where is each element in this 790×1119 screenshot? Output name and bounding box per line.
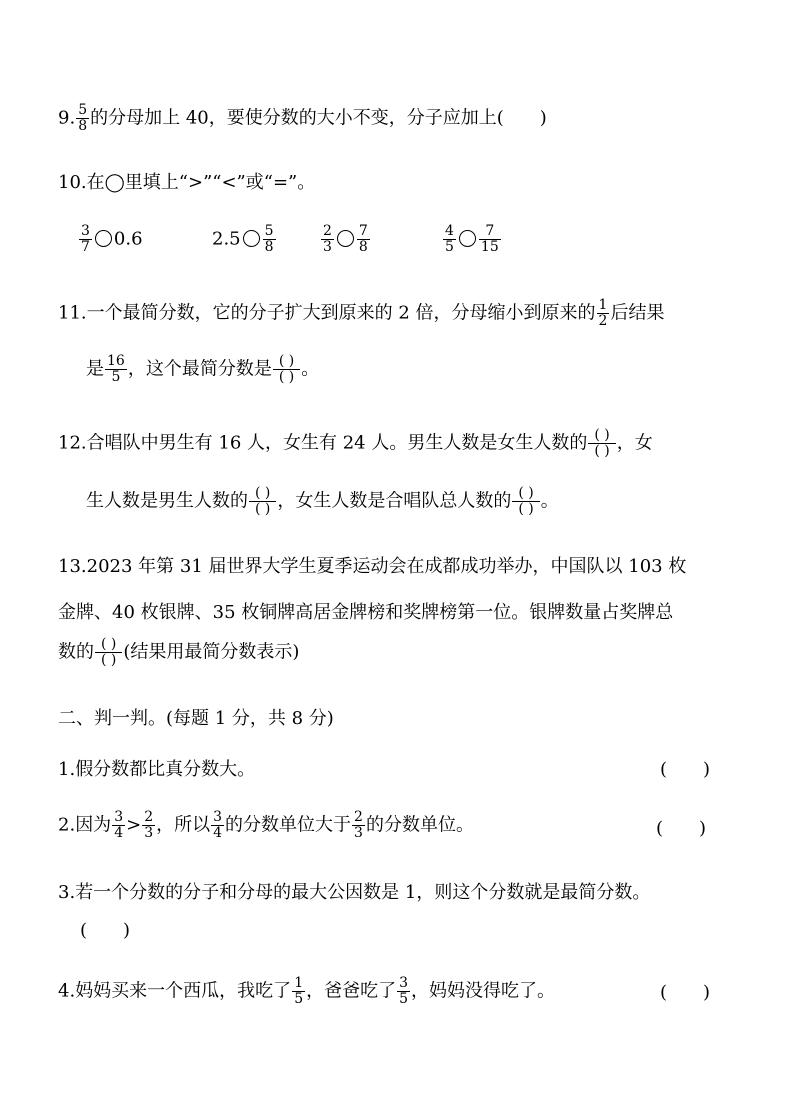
- question-text: ，爸爸吃了: [306, 980, 397, 1002]
- question-number: 1.: [58, 759, 76, 780]
- question-12-line-1: [58, 428, 653, 459]
- compare-item-4: [442, 224, 502, 255]
- question-11-line-1: [58, 298, 664, 329]
- question-text: 在◯里填上“>”“<”或“=”。: [86, 172, 316, 193]
- question-number: 13.: [58, 556, 87, 577]
- question-13-line-2: [58, 598, 673, 624]
- answer-circle[interactable]: [459, 230, 476, 247]
- question-text: 一个最简分数，它的分子扩大到原来的 2 倍，分母缩小到原来的: [86, 302, 596, 324]
- question-number: 9.: [58, 107, 76, 129]
- question-text: ，这个最简分数是: [127, 358, 272, 380]
- fraction-7-8: $\frac{7}{8}$: [358, 223, 368, 255]
- question-text: 因为: [75, 814, 112, 836]
- question-text: 2023 年第 31 届世界大学生夏季运动会在成都成功举办，中国队以 103 枚: [86, 556, 687, 577]
- answer-parentheses[interactable]: ( ): [656, 818, 707, 839]
- question-text: ，妈妈没得吃了。: [411, 980, 556, 1002]
- question-number: 3.: [58, 882, 76, 903]
- question-11-line-2: [86, 354, 319, 385]
- fraction-2-3: $\frac{2}{3}$: [144, 809, 154, 841]
- fraction-7-15: $\frac{7}{15}$: [480, 223, 499, 255]
- question-9: [58, 103, 547, 134]
- fraction-1-2: $\frac{1}{2}$: [598, 297, 608, 329]
- fraction-2-3: $\frac{2}{3}$: [354, 809, 363, 841]
- answer-circle[interactable]: [95, 230, 112, 247]
- fraction-5-8: $\frac{5}{8}$: [264, 223, 274, 255]
- answer-fraction-blank[interactable]: $\frac{( )}{( )}$: [588, 428, 615, 459]
- question-text: 假分数都比真分数大。: [75, 759, 256, 780]
- question-text: 的分数单位。: [365, 814, 474, 836]
- question-text: 合唱队中男生有 16 人，女生有 24 人。男生人数是女生人数的: [86, 432, 588, 454]
- question-number: 12.: [58, 432, 87, 454]
- question-12-line-2: [86, 486, 559, 517]
- question-text: ，所以: [156, 814, 211, 836]
- question-text: (结果用最简分数表示): [123, 641, 300, 663]
- question-number: 2.: [58, 814, 76, 836]
- fraction-2-3: $\frac{2}{3}$: [323, 223, 332, 255]
- judge-question-4: [58, 976, 555, 1007]
- judge-question-3: [58, 878, 650, 904]
- section-title: 二、判一判。(每题 1 分，共 8 分): [58, 708, 334, 729]
- question-number: 11.: [58, 302, 87, 324]
- compare-item-1: [78, 224, 143, 255]
- fraction-1-5: $\frac{1}{5}$: [294, 975, 304, 1007]
- question-10: [58, 168, 315, 194]
- question-text: 生人数是男生人数的: [86, 490, 248, 512]
- answer-circle[interactable]: [243, 230, 260, 247]
- question-text: 后结果: [610, 302, 665, 324]
- question-text: 。: [540, 490, 559, 512]
- compare-value: 2.5: [212, 228, 241, 250]
- question-text: 。: [301, 358, 320, 380]
- question-number: 10.: [58, 172, 87, 193]
- question-number: 4.: [58, 980, 76, 1002]
- compare-item-2: [212, 224, 277, 255]
- compare-item-3: [320, 224, 371, 255]
- fraction-3-7: $\frac{3}{7}$: [81, 223, 90, 255]
- compare-value: 0.6: [113, 228, 143, 250]
- fraction-16-5: $\frac{16}{5}$: [107, 353, 125, 385]
- question-text: ，女: [616, 432, 653, 454]
- question-text: 的分母加上 40，要使分数的大小不变，分子应加上( ): [90, 107, 547, 129]
- fraction-3-4: $\frac{3}{4}$: [114, 809, 124, 841]
- answer-parentheses[interactable]: ( ): [80, 920, 131, 941]
- answer-fraction-blank[interactable]: $\frac{( )}{( )}$: [95, 637, 122, 668]
- answer-circle[interactable]: [337, 230, 354, 247]
- question-text: 的分数单位大于: [225, 814, 352, 836]
- question-text: 是: [86, 358, 104, 380]
- answer-parentheses[interactable]: ( ): [660, 982, 711, 1003]
- judge-question-1: [58, 755, 255, 781]
- answer-parentheses[interactable]: ( ): [660, 759, 711, 780]
- fraction-4-5: $\frac{4}{5}$: [445, 223, 454, 255]
- question-text: 若一个分数的分子和分母的最大公因数是 1，则这个分数就是最简分数。: [75, 882, 651, 903]
- answer-fraction-blank[interactable]: $\frac{( )}{( )}$: [273, 354, 300, 385]
- fraction-3-4: $\frac{3}{4}$: [213, 809, 223, 841]
- question-text: 妈妈买来一个西瓜，我吃了: [75, 980, 292, 1002]
- answer-fraction-blank[interactable]: $\frac{( )}{( )}$: [512, 486, 539, 517]
- question-13-line-1: [58, 552, 686, 578]
- question-text: 数的: [58, 641, 94, 663]
- question-13-line-3: [58, 637, 299, 668]
- question-text: 金牌、40 枚银牌、35 枚铜牌高居金牌榜和奖牌榜第一位。银牌数量占奖牌总: [58, 602, 674, 623]
- judge-question-2: [58, 810, 474, 841]
- answer-fraction-blank[interactable]: $\frac{( )}{( )}$: [249, 486, 276, 517]
- greater-than-sign: >: [126, 814, 142, 836]
- question-text: ，女生人数是合唱队总人数的: [277, 490, 512, 512]
- fraction-3-5: $\frac{3}{5}$: [399, 975, 409, 1007]
- fraction-5-8: $\frac{5}{8}$: [78, 102, 88, 134]
